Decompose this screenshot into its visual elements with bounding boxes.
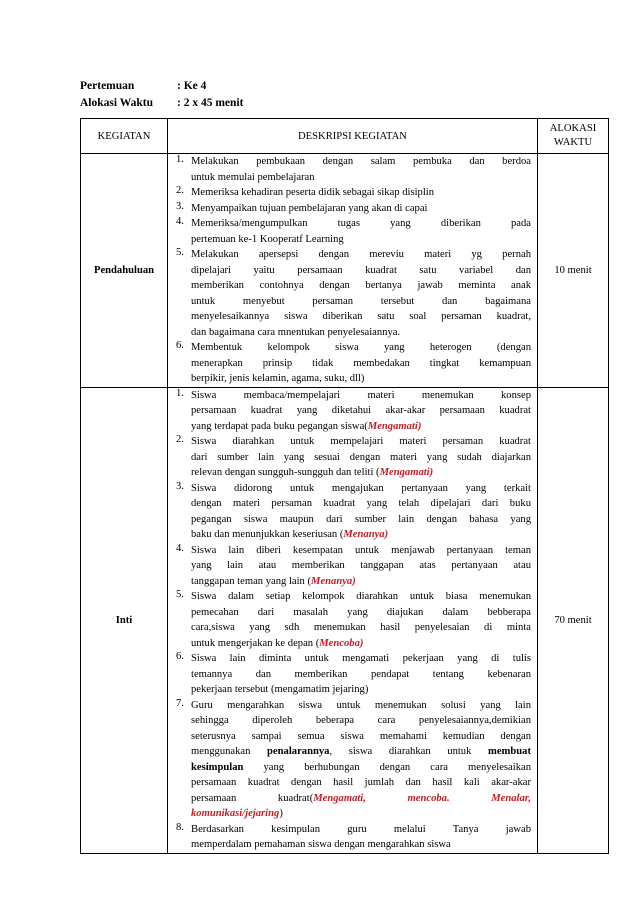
pertemuan-label: Pertemuan (80, 80, 135, 92)
inti-item (168, 698, 537, 822)
item-number: 1. (176, 154, 184, 165)
text-line: cara,siswa yang sdh menemukan hasil penyelesaian di minta (191, 622, 531, 633)
item-number: 6. (176, 651, 184, 662)
text-line: sehingga diperoleh beberapa cara penyelesaiannya,demikian (191, 715, 531, 726)
text-line: seterusnya sampai semua siswa memahami kemudian dengan (191, 730, 531, 742)
alokasi-label: Alokasi Waktu (80, 97, 153, 109)
activity-tag: Mengamati (379, 467, 430, 478)
text-line (191, 636, 531, 652)
inti-item (168, 388, 537, 435)
line-text: untuk mengerjakan ke depan ( (191, 637, 320, 649)
waktu-inti: 70 menit (538, 387, 609, 853)
activity-tag: Menanya (343, 529, 385, 540)
activity-tag-close: ) (417, 420, 422, 432)
item-number: 2. (176, 434, 184, 445)
text-line: untuk menyebut persaman tersebut dan bagaimana (191, 295, 531, 307)
row-pendahuluan (81, 154, 609, 388)
text-line (191, 419, 531, 435)
text-line: menyelesaikannya siswa diberikan satu soal persaman kuadrat, (191, 311, 531, 322)
line-text: menggunakan (191, 746, 268, 757)
text-line: Memeriksa kehadiran peserta didik sebagai sikap disiplin (191, 187, 434, 198)
line-text: baku dan menunjukkan keseriusan ( (191, 529, 344, 540)
text-line: Siswa didorong untuk mengajukan pertanyaan yang terkait (191, 482, 531, 494)
item-number: 8. (176, 821, 184, 833)
activity-tag: Menanya (311, 575, 353, 587)
text-line: dari sumber lain yang sesuai dengan materi yang sudah diajarkan (191, 451, 531, 463)
text-line: Guru mengarahkan siswa untuk menemukan solusi yang lain (191, 699, 531, 711)
line-text: kuadrat( (277, 792, 314, 804)
item-number: 2. (176, 185, 184, 196)
header-deskripsi: DESKRIPSI KEGIATAN (168, 119, 538, 154)
pendahuluan-item (168, 154, 537, 185)
line-text: tanggapan teman yang lain ( (191, 575, 312, 587)
text-line (191, 574, 531, 590)
activity-table (80, 118, 609, 854)
item-number: 4. (176, 216, 184, 227)
line-text: pekerjaan tersebut (mengamatim jejaring) (191, 684, 369, 695)
header-kegiatan: KEGIATAN (81, 119, 168, 154)
text-line: Siswa diarahkan untuk mempelajari materi persaman kuadrat (191, 436, 531, 447)
text-line: Berdasarkan kesimpulan guru melalui Tanya jawab (191, 823, 531, 835)
line-text: , siswa diarahkan untuk (329, 746, 489, 757)
line-text: ) (279, 808, 283, 819)
text-line: Menyampaikan tujuan pembelajaran yang akan di capai (191, 202, 428, 214)
header-alokasi-line2: WAKTU (553, 137, 593, 148)
text-line: Melakukan apersepsi dengan mereviu materi yg pernah (191, 249, 531, 260)
text-line (191, 744, 531, 760)
activity-tag: Menalar, (491, 792, 531, 804)
alokasi-value: : 2 x 45 menit (177, 97, 244, 109)
text-line: Siswa lain diminta untuk mengamati pekerjaan yang di tulis (191, 653, 531, 664)
text-line: pertemuan ke-1 Kooperatf Learning (191, 233, 344, 245)
row-inti (81, 387, 609, 853)
pendahuluan-item (168, 201, 537, 217)
item-number: 7. (176, 697, 184, 709)
table-header-row (81, 119, 609, 154)
header-alokasi (538, 119, 609, 154)
activity-tag: Mencoba (319, 637, 360, 649)
text-line: pemecahan dari masalah yang diajukan dalam bebberapa (191, 606, 531, 618)
activity-tag-close: ) (359, 637, 364, 649)
line-text: relevan dengan sungguh-sungguh dan teliti ( (191, 467, 380, 478)
activity-tag-close: ) (429, 467, 434, 478)
text-line: dengan materi persaman kuadrat yang telah dipelajari dari buku (191, 498, 531, 509)
inti-list (168, 388, 537, 853)
text-line: persamaan kuadrat yang diketahui akar-akar persamaan kuadrat (191, 405, 531, 416)
text-line: berpikir, jenis kelamin, agama, suku, dll) (191, 373, 365, 384)
waktu-pendahuluan: 10 menit (538, 154, 609, 388)
pendahuluan-item (168, 247, 537, 340)
item-number: 6. (176, 340, 184, 351)
item-number: 4. (176, 542, 184, 554)
text-line: Siswa dalam setiap kelompok diarahkan untuk biasa menemukan (191, 591, 531, 602)
text-line (191, 682, 531, 698)
bold-term: penalarannya (267, 746, 330, 757)
pendahuluan-item (168, 340, 537, 387)
item-number: 3. (176, 480, 184, 492)
line-text: yang terdapat pada buku pegangan siswa( (191, 420, 368, 432)
activity-tag: Mengamati, (313, 792, 408, 804)
pertemuan-row (80, 78, 243, 95)
pendahuluan-item (168, 216, 537, 247)
activity-tag: Mengamati (367, 420, 418, 432)
inti-item (168, 651, 537, 698)
activity-tag: mencoba. (407, 792, 492, 804)
alokasi-row (80, 95, 243, 112)
text-line (191, 465, 531, 481)
item-number: 3. (176, 200, 184, 212)
line-text: persamaan kuadrat dengan hasil jumlah dan hasil kali akar-akar (191, 777, 531, 788)
text-line: untuk memulai pembelajaran (191, 171, 315, 183)
pendahuluan-item (168, 185, 537, 201)
text-line: dan bagaimana cara mnentukan penyelesaiannya. (191, 326, 401, 338)
bold-term: kesimpulan (191, 761, 244, 773)
activity-tag: komunikasi/jejaring (191, 808, 280, 819)
item-number: 5. (176, 247, 184, 258)
line-text: persamaan (191, 792, 278, 804)
text-line: Siswa membaca/mempelajari materi menemukan konsep (191, 389, 531, 401)
pertemuan-value: : Ke 4 (177, 80, 207, 92)
document-header (80, 78, 243, 112)
text-line: pegangan siswa maupun dari sumber lain dengan bahasa yang (191, 513, 531, 525)
inti-item (168, 822, 537, 853)
text-line (191, 527, 531, 543)
line-text: yang berhubungan dengan cara menyelesaikan (243, 761, 531, 773)
item-number: 1. (176, 387, 184, 399)
text-line (191, 791, 531, 807)
text-line: memberikan contohnya dengan bertanya jawab meminta anak (191, 280, 531, 291)
activity-tag-close: ) (352, 575, 356, 587)
text-line: Memeriksa/mengumpulkan tugas yang diberikan pada (191, 218, 531, 229)
text-line: memperdalam pemahaman siswa dengan mengarahkan siswa (191, 839, 451, 850)
text-line (191, 760, 531, 776)
text-line: menerapkan prinsip tidak membedakan tingkat kemampuan (191, 357, 531, 369)
inti-item (168, 543, 537, 590)
text-line (191, 806, 531, 822)
kegiatan-inti: Inti (81, 387, 168, 853)
text-line: yang lain atau memberikan tanggapan atas pertanyaan atau (191, 560, 531, 571)
text-line: Melakukan pembukaan dengan salam pembuka dan berdoa (191, 156, 531, 167)
item-number: 5. (176, 589, 184, 600)
inti-item (168, 481, 537, 543)
text-line: dipelajari yaitu persamaan kuadrat satu variabel dan (191, 264, 531, 276)
kegiatan-pendahuluan: Pendahuluan (81, 154, 168, 388)
inti-item (168, 434, 537, 481)
deskripsi-inti (168, 387, 538, 853)
inti-item (168, 589, 537, 651)
activity-tag-close: ) (384, 529, 389, 540)
deskripsi-pendahuluan (168, 154, 538, 388)
text-line: temannya dan memberikan pendapat tentang kebenaran (191, 668, 531, 680)
bold-term: membuat (488, 746, 531, 757)
header-alokasi-line1: ALOKASI (549, 123, 597, 134)
text-line (191, 775, 531, 791)
text-line: Siswa lain diberi kesempatan untuk menjawab pertanyaan teman (191, 544, 531, 556)
text-line: Membentuk kelompok siswa yang heterogen (dengan (191, 342, 531, 353)
pendahuluan-list (168, 154, 537, 387)
